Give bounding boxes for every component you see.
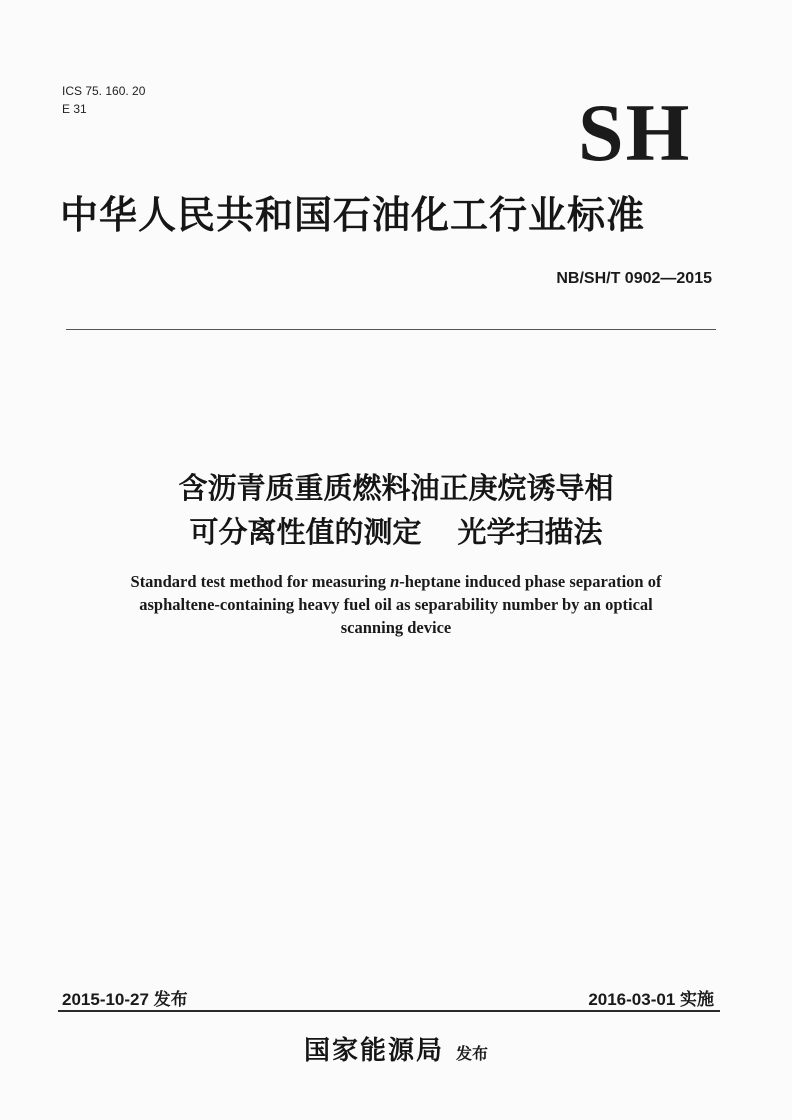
classification-block (62, 82, 145, 118)
english-title-line-1 (70, 570, 722, 593)
english-title-line-1-end: -heptane induced phase separation of (399, 572, 662, 591)
issuer-suffix: 发布 (456, 1044, 489, 1063)
chinese-title-line-2 (0, 510, 792, 554)
standard-title: 中华人民共和国石油化工行业标准 (60, 193, 646, 237)
issuer-name: 国家能源局 (303, 1036, 444, 1066)
chinese-title-line-1: 含沥青质重质燃料油正庚烷诱导相 (178, 471, 614, 505)
issue-date: 2015-10-27 发布 (62, 990, 188, 1009)
chinese-title (0, 466, 792, 554)
chinese-title-line-2-part-1: 可分离性值的测定 (189, 515, 422, 549)
header-divider (66, 329, 716, 330)
ics-code: ICS 75. 160. 20 (62, 84, 146, 98)
effective-date: 2016-03-01 实施 (588, 990, 714, 1009)
english-title-line-3: scanning device (340, 618, 452, 637)
english-title (70, 570, 722, 639)
chinese-title-line-2-part-2: 光学扫描法 (457, 515, 603, 549)
english-title-line-2: asphaltene-containing heavy fuel oil as separability number by an optical (139, 595, 653, 614)
ccs-code: E 31 (62, 102, 87, 116)
issuer (0, 1030, 792, 1067)
english-title-italic-n: n (390, 572, 400, 591)
footer-divider (58, 1010, 720, 1012)
standard-code: NB/SH/T 0902—2015 (556, 270, 712, 287)
sh-logo: SH (578, 87, 692, 178)
english-title-line-1-start: Standard test method for measuring (130, 572, 391, 591)
